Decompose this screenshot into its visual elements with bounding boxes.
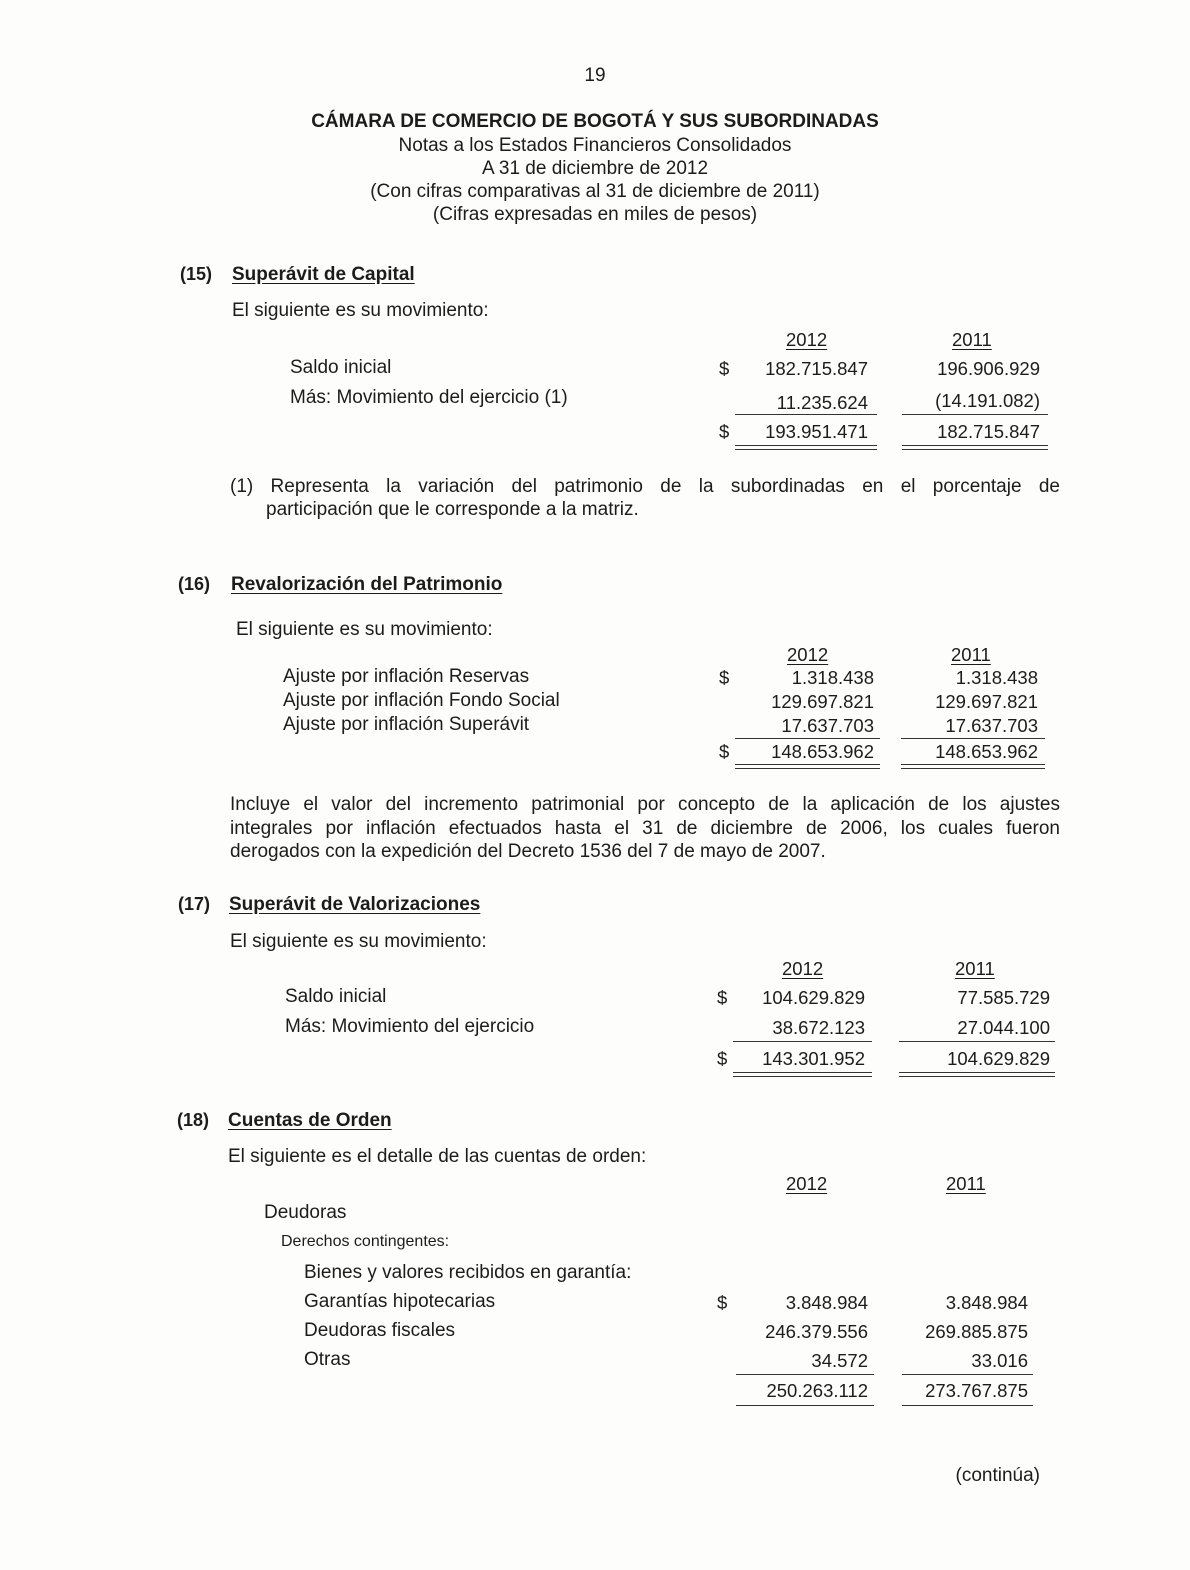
section-18-total-2011: 273.767.875 bbox=[925, 1380, 1028, 1401]
section-18-intro: El siguiente es el detalle de las cuentas de orden: bbox=[228, 1146, 647, 1167]
section-15-year-2012: 2012 bbox=[786, 329, 828, 350]
section-17-row-value-2011: 27.044.100 bbox=[957, 1017, 1050, 1038]
section-18-row-value-2012: 246.379.556 bbox=[765, 1321, 868, 1342]
total-rule bbox=[902, 1405, 1033, 1406]
total-double-rule bbox=[735, 445, 877, 450]
section-15-total-2012: 193.951.471 bbox=[765, 421, 868, 442]
section-17-row-value-2012: 104.629.829 bbox=[762, 987, 865, 1008]
subtotal-rule bbox=[736, 1374, 874, 1375]
section-17-total-2011: 104.629.829 bbox=[947, 1048, 1050, 1069]
section-18-derechos-heading: Derechos contingentes: bbox=[281, 1233, 450, 1250]
section-18-row-label: Garantías hipotecarias bbox=[304, 1291, 496, 1312]
section-18-row-value-2011: 3.848.984 bbox=[945, 1292, 1028, 1313]
total-double-rule bbox=[902, 445, 1048, 450]
section-15-year-2011: 2011 bbox=[952, 329, 992, 350]
section-16-number: (16) bbox=[178, 574, 211, 594]
section-18-number: (18) bbox=[177, 1110, 210, 1130]
section-15-title: Superávit de Capital bbox=[232, 264, 415, 285]
section-17-row-value-2011: 77.585.729 bbox=[957, 987, 1050, 1008]
section-18-row-label: Deudoras fiscales bbox=[304, 1320, 456, 1341]
section-18-title: Cuentas de Orden bbox=[228, 1110, 392, 1131]
subtotal-rule bbox=[735, 414, 877, 415]
currency-sign: $ bbox=[719, 358, 730, 379]
currency-sign: $ bbox=[719, 667, 730, 688]
section-16-title: Revalorización del Patrimonio bbox=[231, 574, 503, 595]
section-16-row-value-2011: 129.697.821 bbox=[935, 691, 1038, 712]
section-18-row-value-2011: 33.016 bbox=[971, 1350, 1028, 1371]
section-16-row-value-2012: 129.697.821 bbox=[771, 691, 874, 712]
section-15-row-value-2012: 182.715.847 bbox=[765, 358, 868, 379]
section-17-row-label: Saldo inicial bbox=[285, 986, 387, 1007]
section-17-year-2011: 2011 bbox=[955, 958, 995, 979]
section-16-row-value-2011: 17.637.703 bbox=[945, 715, 1038, 736]
section-16-paragraph-line-2: integrales por inflación efectuados hasta el 31 de diciembre de 2006, los cuales fueron bbox=[230, 818, 1060, 839]
section-16-total-2011: 148.653.962 bbox=[935, 741, 1038, 762]
section-16-total-2012: 148.653.962 bbox=[771, 741, 874, 762]
subtotal-rule bbox=[901, 738, 1045, 739]
total-double-rule bbox=[733, 1072, 872, 1077]
currency-sign: $ bbox=[717, 1292, 728, 1313]
section-17-year-2012: 2012 bbox=[782, 958, 824, 979]
section-15-intro: El siguiente es su movimiento: bbox=[232, 300, 489, 321]
section-15-row-value-2011: 196.906.929 bbox=[937, 358, 1040, 379]
section-16-row-value-2011: 1.318.438 bbox=[955, 667, 1038, 688]
subtotal-rule bbox=[902, 1374, 1033, 1375]
section-16-row-value-2012: 17.637.703 bbox=[781, 715, 874, 736]
total-double-rule bbox=[735, 764, 880, 769]
section-15-total-2011: 182.715.847 bbox=[937, 421, 1040, 442]
section-18-year-2011: 2011 bbox=[946, 1173, 986, 1194]
header-subtitle-2: A 31 de diciembre de 2012 bbox=[481, 158, 709, 179]
section-15-footnote-line-2: participación que le corresponde a la matriz. bbox=[266, 499, 639, 520]
organization-title: CÁMARA DE COMERCIO DE BOGOTÁ Y SUS SUBORDINADAS bbox=[311, 111, 879, 132]
section-16-year-2012: 2012 bbox=[787, 644, 829, 665]
section-18-bienes-heading: Bienes y valores recibidos en garantía: bbox=[304, 1262, 632, 1283]
section-16-row-label: Ajuste por inflación Superávit bbox=[283, 714, 530, 735]
section-18-row-label: Otras bbox=[304, 1349, 351, 1370]
section-16-paragraph-line-3: derogados con la expedición del Decreto 1536 del 7 de mayo de 2007. bbox=[230, 841, 826, 862]
section-16-year-2011: 2011 bbox=[951, 644, 991, 665]
section-15-row-value-2011: (14.191.082) bbox=[935, 390, 1040, 411]
section-18-row-value-2012: 3.848.984 bbox=[785, 1292, 868, 1313]
header-subtitle-1: Notas a los Estados Financieros Consolidados bbox=[398, 135, 792, 156]
subtotal-rule bbox=[902, 414, 1048, 415]
subtotal-rule bbox=[735, 738, 880, 739]
section-17-row-label: Más: Movimiento del ejercicio bbox=[285, 1016, 535, 1037]
section-16-row-label: Ajuste por inflación Fondo Social bbox=[283, 690, 560, 711]
section-16-row-value-2012: 1.318.438 bbox=[791, 667, 874, 688]
currency-sign: $ bbox=[717, 1048, 728, 1069]
currency-sign: $ bbox=[717, 987, 728, 1008]
section-17-row-value-2012: 38.672.123 bbox=[772, 1017, 865, 1038]
section-17-intro: El siguiente es su movimiento: bbox=[230, 931, 487, 952]
section-16-intro: El siguiente es su movimiento: bbox=[236, 619, 493, 640]
subtotal-rule bbox=[899, 1041, 1055, 1042]
currency-sign: $ bbox=[719, 421, 730, 442]
section-17-title: Superávit de Valorizaciones bbox=[229, 894, 481, 915]
section-18-row-value-2012: 34.572 bbox=[811, 1350, 868, 1371]
page-number: 19 bbox=[584, 65, 606, 86]
section-18-deudoras-heading: Deudoras bbox=[264, 1202, 347, 1223]
currency-sign: $ bbox=[719, 741, 730, 762]
section-18-year-2012: 2012 bbox=[786, 1173, 828, 1194]
section-15-row-value-2012: 11.235.624 bbox=[776, 392, 868, 413]
total-rule bbox=[736, 1405, 874, 1406]
header-subtitle-3: (Con cifras comparativas al 31 de diciembre de 2011) bbox=[370, 181, 820, 202]
section-15-row-label: Saldo inicial bbox=[290, 357, 392, 378]
subtotal-rule bbox=[733, 1041, 872, 1042]
section-15-footnote-line-1: (1) Representa la variación del patrimonio de la subordinadas en el porcentaje de bbox=[230, 476, 1060, 497]
section-16-paragraph-line-1: Incluye el valor del incremento patrimonial por concepto de la aplicación de los ajustes bbox=[230, 794, 1060, 815]
total-double-rule bbox=[899, 1072, 1055, 1077]
section-15-number: (15) bbox=[180, 264, 213, 284]
header-subtitle-4: (Cifras expresadas en miles de pesos) bbox=[432, 204, 758, 225]
section-15-row-label: Más: Movimiento del ejercicio (1) bbox=[290, 387, 568, 408]
section-18-total-2012: 250.263.112 bbox=[766, 1380, 868, 1401]
section-18-row-value-2011: 269.885.875 bbox=[925, 1321, 1028, 1342]
section-17-total-2012: 143.301.952 bbox=[762, 1048, 865, 1069]
continued-footer: (continúa) bbox=[955, 1465, 1040, 1486]
section-16-row-label: Ajuste por inflación Reservas bbox=[283, 666, 530, 687]
total-double-rule bbox=[901, 764, 1045, 769]
section-17-number: (17) bbox=[178, 894, 211, 914]
